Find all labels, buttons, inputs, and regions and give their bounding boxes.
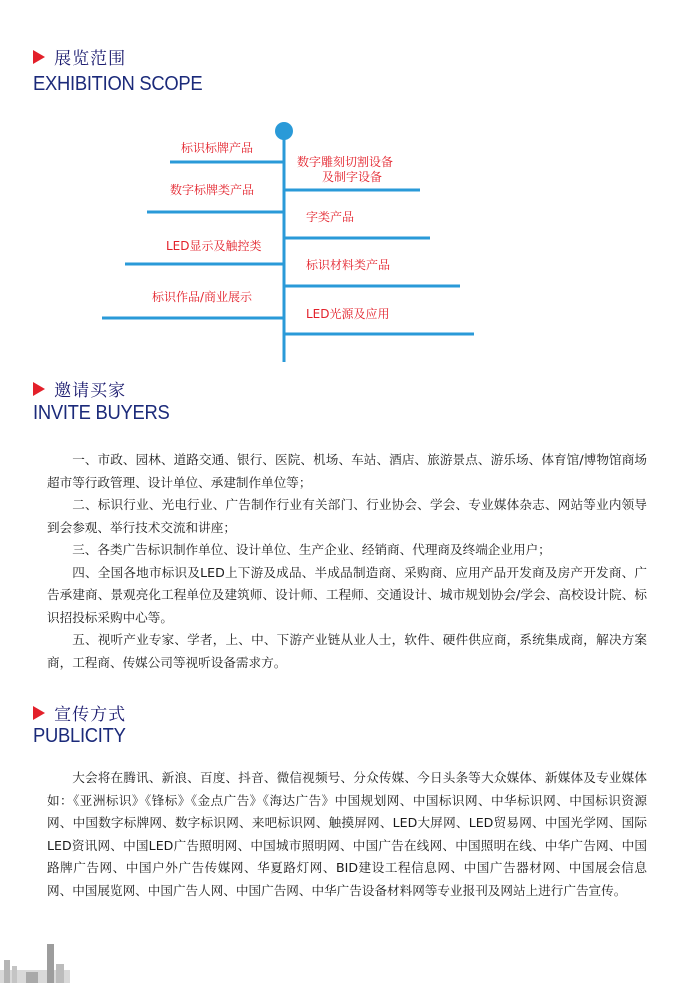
scope-left-item: 数字标牌类产品 (170, 183, 255, 197)
scope-cn-title: 展览范围 (54, 49, 127, 69)
publicity-header (33, 700, 126, 725)
buyers-paragraph: 一、市政、园林、道路交通、银行、医院、机场、车站、酒店、旅游景点、游乐场、体育馆/博物馆商场超市等行政管理、设计单位、承建制作单位等； (47, 452, 647, 490)
buyers-en-title: INVITE BUYERS (33, 402, 170, 424)
skyline-decoration-icon (0, 940, 70, 983)
publicity-text (47, 767, 647, 902)
scope-right-item: 标识材料类产品 (306, 258, 391, 272)
scope-right-item: LED光源及应用 (306, 307, 390, 321)
publicity-cn-title: 宣传方式 (54, 705, 127, 725)
scope-left-item: LED显示及触控类 (166, 239, 262, 253)
buyers-header (33, 376, 126, 401)
scope-left-item: 标识作品/商业展示 (152, 290, 253, 304)
buyers-paragraph: 五、视听产业专家、学者，上、中、下游产业链从业人士，软件、硬件供应商，系统集成商，解决方案商，工程商、传媒公司等视听设备需求方。 (47, 632, 647, 670)
buyers-paragraph: 三、各类广告标识制作单位、设计单位、生产企业、经销商、代理商及终端企业用户； (72, 542, 551, 557)
tree-root-dot (275, 122, 293, 140)
buyers-paragraph: 四、全国各地市标识及LED上下游及成品、半成品制造商、采购商、应用产品开发商及房产开发商、广告承建商、景观亮化工程单位及建筑师、设计师、工程师、交通设计、城市规划协会/学会、高校设计院、标识招投标采购中心等。 (47, 564, 647, 625)
scope-right-item: 字类产品 (306, 210, 355, 224)
scope-right-item: 数字雕刻切割设备 (297, 155, 394, 169)
scope-en-title: EXHIBITION SCOPE (33, 73, 203, 95)
scope-right-item: 及制字设备 (322, 170, 383, 184)
triangle-bullet-icon (33, 382, 45, 396)
triangle-bullet-icon (33, 706, 45, 720)
publicity-en-title: PUBLICITY (33, 725, 126, 747)
scope-left-item: 标识标牌产品 (181, 141, 254, 155)
buyers-cn-title: 邀请买家 (54, 381, 127, 401)
buyers-paragraph: 二、标识行业、光电行业、广告制作行业有关部门、行业协会、学会、专业媒体杂志、网站等业内领导到会参观、举行技术交流和讲座； (47, 497, 647, 535)
buyers-text (47, 449, 647, 674)
publicity-paragraph: 大会将在腾讯、新浪、百度、抖音、微信视频号、分众传媒、今日头条等大众媒体、新媒体及专业媒体如：《亚洲标识》《锋标》《金点广告》《海达广告》中国规划网、中国标识网、中华标识网、中国标识资源网、中国数字标牌网、数字标识网、来吧标识网、触摸屏网、LED大屏网、LED贸易网、中国光学网、国际LED资讯网、中国LED广告照明网、中国城市照明网、中国广告在线网、中国照明在线、中华广告网、中国路牌广告网、中国户外广告传媒网、华夏路灯网、BID建设工程信息网、中国广告器材网、中国展会信息网、中国展览网、中国广告人网、中国广告网、中华广告设备材料网等专业报刊及网站上进行广告宣传。 (47, 770, 647, 898)
